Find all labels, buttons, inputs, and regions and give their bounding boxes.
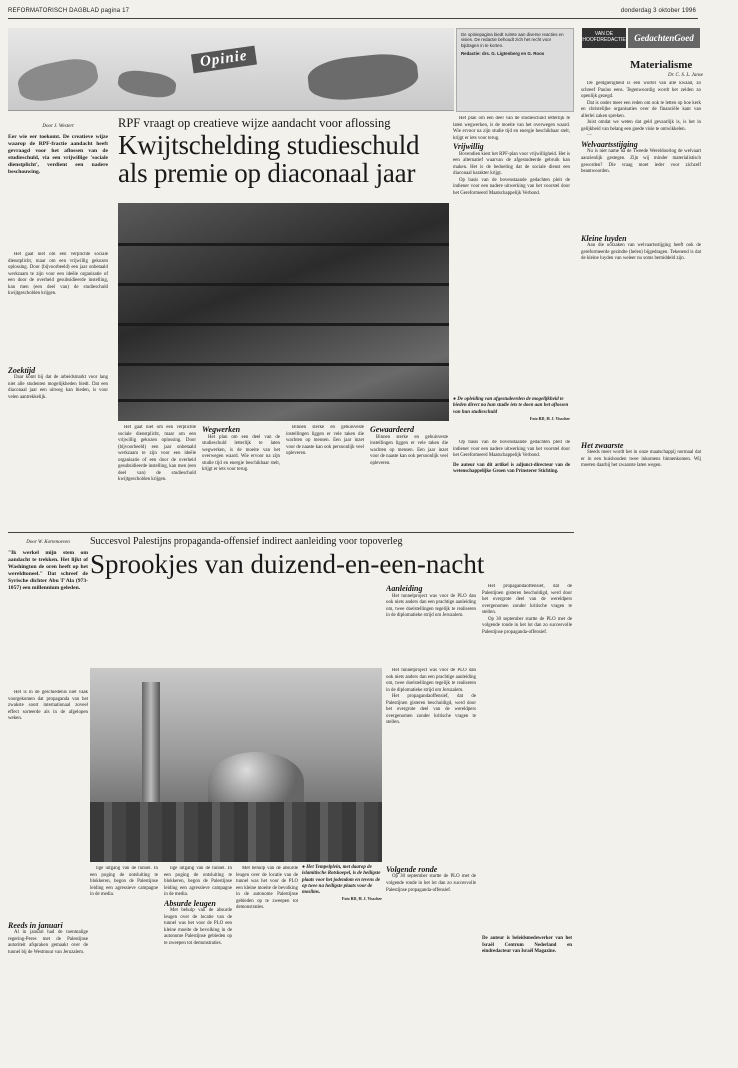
article2-subhead-volgende: Volgende ronde (386, 864, 438, 874)
article1-text: Het gaat niet om een verplichte sociale dienstplicht, maar om een vrijwillig gekozen oplossing. Door (bijvoorbeeld) een jaar onbetaald werkzaam te zijn voor een ideële organisatie of een door de overheid gesubsidieerde instelling, kan men (een deel van) de studieschuld kwijtgescholden krijgen. (118, 425, 196, 483)
article1-gewaardeerd: Binnen sterke en gehuisveste instellingen liggen er vele taken die wachten op mensen. Een jaar inzet voor de naaste kan ook persoonlijk veel opleveren. (370, 434, 448, 466)
article2-intro: Het is in de geschiedenis niet vaak voorgekomen dat propaganda van het zwakste soort internationaal zoveel effect sorteerde als in de afgelopen weken. (8, 690, 88, 722)
article2-caption: ● Het Tempelplein, met daarop de islamitische Rotskoepel, is de heiligste plaats voor het jodendom en tevens de op twee na heiligste plaats voor de moslims. Foto RD, H. J. Visscher (302, 865, 382, 902)
article2-subhead-reeds: Reeds in januari (8, 920, 63, 930)
article1-note: De auteur van dit artikel is adjunct-directeur van de wetenschappelijke Groen van Prinsterer Stichting. (453, 462, 570, 475)
photo-buildings (90, 802, 382, 862)
article1-column-5 (370, 425, 448, 530)
sidebar-paragraph: Steeds meer wordt het in onze maatschappij normaal dat er in een huishouden twee inkomens binnenkomen. Wij moeten daarbij het zwaarste laten wegen. (581, 450, 701, 469)
sidebar-filler: — (587, 133, 592, 139)
article2-headline: Sprookjes van duizend-en-een-nacht (90, 549, 485, 579)
article2-text: Het tunnelproject was voor de PLO dan ook niets anders dan een prachtige aanleiding om, twee doelstellingen tegelijk te realiseren in de diplomatieke strijd om Jeruzalem. (386, 668, 476, 693)
article1-kicker: RPF vraagt op creatieve wijze aandacht voor aflossing (118, 116, 391, 130)
photo-detail (118, 283, 449, 286)
hand-mid-image (117, 68, 178, 100)
caption-bullet-icon: ● (302, 865, 307, 870)
article1-text: Het plan om een deel van de studieschuld letterlijk te laten wegwerken, is de moeite van het overwegen waard. Wie ervoor na zijn studie tijd en energie beschikbaar stelt, krijgt er iets voor terug. (453, 116, 570, 141)
photo-detail (118, 363, 449, 366)
article1-subhead-wegwerken: Wegwerken (202, 425, 241, 434)
article1-headline-line1: Kwijtschelding studieschuld (118, 130, 420, 160)
article2-column-1 (8, 690, 88, 1060)
article1-subhead-zoektijd: Zoektijd (8, 365, 36, 375)
lecture-hall-photo (118, 203, 449, 421)
article1-caption: ● De opleiding van afgestudeerden de mogelijkheid te bieden direct na hun studie iets te doen aan het aflossen van hun studieschuld Foto RD, H. J. Visscher (453, 397, 570, 421)
hand-right-image (306, 50, 420, 103)
article2-subhead-aanleiding: Aanleiding (386, 584, 423, 593)
article1-wegwerken: Het plan om een deel van de studieschuld letterlijk te laten wegwerken, is de moeite van het overwegen waard. Wie ervoor na zijn studie tijd en energie beschikbaar stelt, krijgt er iets voor terug. (202, 434, 280, 473)
sidebar-label-hoofdredactie: VAN DE HOOFDREDACTIE (582, 28, 626, 48)
sidebar-paragraph: Juist omdat we weten dat geld gevaarlijk is, is het in gelijkheid van belang een goede visie te ontwikkelen. (581, 120, 701, 132)
article2-text: Het propagandaoffensief, dat de Palestijnen gisteren beschuldigd, werd door het overgrote deel van de wereldpers overgenomen zonder kritische vragen te stellen. (482, 584, 572, 616)
sidebar-paragraph: Dat is onder meer een reden om ook te letten op hoe kerk en christelijke organisaties over de financiële kant van allerlei zaken spreken. (581, 100, 701, 119)
article2-kicker: Succesvol Palestijns propaganda-offensief indirect aanleiding voor topoverleg (90, 536, 403, 547)
article1-intro: Het gaat niet om een verplichte sociale dienstplicht, maar om een vrijwillig gekozen oplossing. Door (bijvoorbeeld) een jaar onbetaald werkzaam te zijn voor een ideële organisatie of een door de overheid gesubsidieerde instelling, kan men (een deel van) de studieschuld kwijtgescholden krijgen. (8, 252, 108, 297)
hand-left-image (15, 54, 101, 106)
article2-text: lige uitgang van de tunnel. In een poging de ontsluiting te blokkeren, begon de Palestijnse leiding een agressieve campagne in de media. (164, 866, 232, 898)
sidebar-subhead-welvaart: Welvaartsstijging (581, 139, 638, 149)
article2-lead: "Ik werkel mijn stem om aandacht te trekken. Het lijkt of Washington de oren heeft op het wereldtoneel." Dat schreef de Syrische dichter Abu T'Ala (973-1057) een millennium geleden. (8, 550, 88, 591)
opinie-label: Opinie (191, 46, 257, 74)
article2-subhead-absurde: Absurde leugen (164, 898, 216, 908)
article2-column-3 (164, 866, 232, 1061)
photo-detail (118, 323, 449, 326)
temple-mount-photo (90, 668, 382, 862)
sidebar-title: Materialisme (630, 59, 693, 71)
article2-photo-credit: Foto RD, H. J. Visscher (341, 896, 382, 902)
article1-vrijwillig: Bovendien kiest het RPF-plan voor vrijwilligheid. Het is een alternatief waarvan de afgestudeerde gebruik kan maken. Het is de bedoeling dat de sociale dienst een diaconaal karakter krijgt. (453, 151, 570, 177)
photo-detail (118, 399, 449, 402)
article1-photo-credit: Foto RD, H. J. Visscher (529, 415, 570, 421)
article1-column-7 (453, 440, 570, 530)
article2-column-2 (90, 866, 158, 1061)
article1-zoektijd: Daar komt bij dat de arbeidsmarkt voor lang niet alle studenten mogelijkheden biedt. Dat een diaconaal jaar een uitweg kan bieden, is voor velen aantrekkelijk. (8, 375, 108, 401)
article1-column-3 (202, 425, 280, 530)
infobox-text: De opiniepagina biedt ruimte aan diverse reacties en visies. De redactie behoudt zich het recht voor bijdragen in te korten. (461, 32, 564, 48)
article1-subhead-gewaardeerd: Gewaardeerd (370, 425, 414, 434)
sidebar-paragraph: Nu is niet name na de Tweede Wereldoorlog de welvaart aanzienlijk gestegen. Zijn wij minder materialistisch geworden? Die vraag moet ieder voor zichzelf beantwoorden. (581, 149, 701, 175)
caption-bullet-icon: ● (453, 397, 458, 402)
article1-slot: Op basis van de bovenstaande gedachten pleit de indiener voor een nadere uitwerking van het voorstel door het Gereformeerd Maatschappelijk Verbond. (453, 177, 570, 197)
article2-text: lige uitgang van de tunnel. In een poging de ontsluiting te blokkeren, begon de Palestijnse leiding een agressieve campagne in de media. (90, 866, 158, 898)
article2-text: Met behulp van de absurde leugen over de locatie van de tunnel was het voor de PLO een kleine moeite de bevolking in de autonome Palestijnse gebieden op te zweepen tot demonstraties. (236, 866, 298, 911)
photo-tower (142, 682, 160, 822)
section-divider (8, 532, 574, 533)
article2-aanleiding: Het tunnelproject was voor de PLO dan ook niets anders dan een prachtige aanleiding om, twee doelstellingen tegelijk te realiseren in de diplomatieke strijd om Jeruzalem. (386, 593, 476, 619)
opinie-banner (8, 28, 454, 111)
article2-volgende: Op 30 september startte de PLO met de volgende ronde in het lot dan zo succesvolle Palestijnse propaganda-offensief. (386, 874, 476, 893)
article2-column-5 (386, 668, 476, 1060)
article2-byline: Door W. Kortenoeven (26, 540, 70, 545)
editorial-infobox (456, 28, 574, 112)
article2-column-top (386, 584, 476, 664)
newspaper-name: REFORMATORISCH DAGBLAD pagina 17 (8, 8, 130, 14)
article1-column-1 (8, 252, 108, 522)
article1-byline: Door J. Westert (42, 124, 74, 129)
header-rule (8, 18, 698, 19)
infobox-footer: Redactie: drs. G. Ligtenberg en G. Roos (461, 51, 545, 57)
article2-text: Op 30 september startte de PLO met de volgende ronde in het lot dan zo succesvolle Palestijnse propaganda-offensief. (482, 616, 572, 635)
article1-lead: Eer wie eer toekomt. De creatieve wijze waarop de RPF-fractie aandacht heeft gevraagd voor het aflossen van de studieschuld, via een vrijwillige 'sociale dienstplicht', verdient een nadere beschouwing. (8, 134, 108, 175)
article1-headline-line2: als premie op diaconaal jaar (118, 158, 416, 188)
issue-date: donderdag 3 oktober 1996 (620, 8, 696, 14)
article1-column-6 (453, 116, 570, 392)
article1-slot: Op basis van de bovenstaande gedachten pleit de indiener voor een nadere uitwerking van het voorstel door het Gereformeerd Maatschappelijk Verbond. (453, 440, 570, 459)
sidebar-subhead-kleine: Kleine luyden (581, 233, 627, 243)
photo-detail (118, 243, 449, 246)
article2-reeds: Al in januari had de toenmalige regering-Peres met de Palestijnse autoriteit afspraken gemaakt over de tunnel bij de Westmuur van Jeruzalem. (8, 930, 88, 955)
article2-note: De auteur is beleidsmedewerker van het Israël Centrum Nederland en eindredacteur van Israël Magazine. (482, 936, 572, 955)
article2-column-4 (236, 866, 298, 1061)
sidebar-subhead-zwaarste: Het zwaarste (581, 440, 624, 450)
article2-text: Het propagandaoffensief, dat de Palestijnen gisteren beschuldigd, werd door het overgrote deel van de wereldpers overgenomen zonder kritische vragen te stellen. (386, 694, 476, 726)
article1-subhead-vrijwillig: Vrijwillig (453, 142, 484, 152)
sidebar-paragraph: Aan die oorzaken van welvaartsstijging heeft ook de gereformeerde gezindte (helen) bijgedragen. Tekenend is dat de kleine luyden van weleer nu soms bemiddeld zijn. (581, 243, 701, 262)
article1-column-2 (118, 425, 196, 530)
article1-text: Binnen sterke en gehuisveste instellingen liggen er vele taken die wachten op mensen. Een jaar inzet voor de naaste kan ook persoonlijk veel opleveren. (286, 425, 364, 457)
sidebar-author: Dr. C. S. L. Janse (668, 73, 704, 78)
article2-absurde: Met behulp van de absurde leugen over de locatie van de tunnel was het voor de PLO een kleine moeite de bevolking in de autonome Palestijnse gebieden op te zweepen tot demonstraties. (164, 908, 232, 947)
sidebar-paragraph: De geldgierigheid is een wortel van alle kwaad, zo schreef Paulus eens. Tegenwoordig wordt het zelden zo openlijk gezegd. (581, 81, 701, 100)
sidebar-label-gedachtengoed: GedachtenGoed (628, 28, 700, 48)
article1-column-4 (286, 425, 364, 530)
article2-column-6 (482, 584, 572, 1060)
